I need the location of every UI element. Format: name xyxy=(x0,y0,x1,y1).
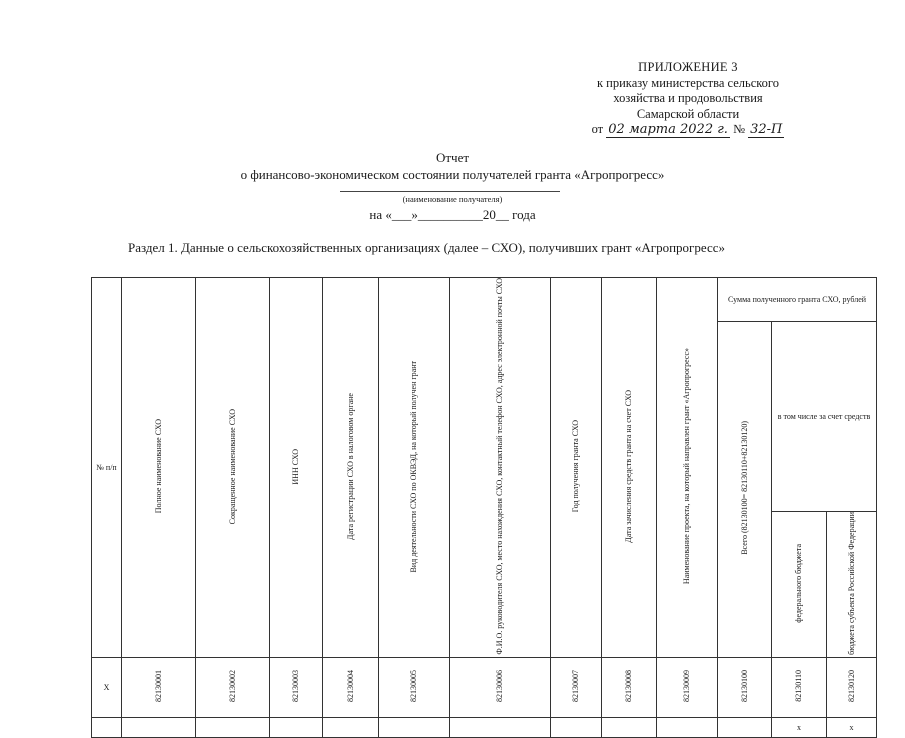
header-federal: федерального бюджета xyxy=(772,511,827,657)
header-head: Ф.И.О. руководителя СХО, место нахождения СХО, контактный телефон СХО, адрес электронной почты СХО xyxy=(450,278,551,658)
section-title: Раздел 1. Данные о сельскохозяйственных организациях (далее – СХО), получивших грант «Агропрогресс» xyxy=(128,240,726,255)
empty-cell xyxy=(270,717,323,737)
report-title: Отчет xyxy=(435,150,470,165)
code-cell: 82130004 xyxy=(323,657,379,717)
number-label: № xyxy=(733,122,745,136)
report-period: на «___»__________20__ года xyxy=(369,207,536,222)
x-mark-regional: х xyxy=(827,717,877,737)
header-year: Год получения гранта СХО xyxy=(551,278,602,658)
header-project: Наименование проекта, на который направлен грант «Агропрогресс» xyxy=(657,278,718,658)
empty-cell xyxy=(718,717,772,737)
code-cell: 82130002 xyxy=(196,657,270,717)
header-inn: ИНН СХО xyxy=(270,278,323,658)
empty-cell xyxy=(450,717,551,737)
report-subtitle: о финансово-экономическом состоянии получателей гранта «Агропрогресс» xyxy=(240,167,665,182)
code-cell: 82130006 xyxy=(450,657,551,717)
empty-cell xyxy=(323,717,379,737)
header-num: № п/п xyxy=(92,278,122,658)
header-short-name: Сокращенное наименование СХО xyxy=(196,278,270,658)
code-cell: 82130009 xyxy=(657,657,718,717)
header-sum-group: Сумма полученного гранта СХО, рублей xyxy=(718,278,877,322)
code-cell: 82130120 xyxy=(827,657,877,717)
code-cell: 82130003 xyxy=(270,657,323,717)
empty-cell xyxy=(657,717,718,737)
empty-cell xyxy=(122,717,196,737)
code-cell: 82130008 xyxy=(602,657,657,717)
header-incl-group: в том числе за счет средств xyxy=(772,322,877,512)
empty-cell xyxy=(602,717,657,737)
header-credit-date: Дата зачисления средств гранта на счет СХО xyxy=(602,278,657,658)
empty-cell xyxy=(551,717,602,737)
code-cell: 82130007 xyxy=(551,657,602,717)
code-cell: 82130001 xyxy=(122,657,196,717)
recipient-caption: (наименование получателя) xyxy=(402,194,503,204)
grant-data-table xyxy=(91,277,877,738)
order-date: 02 марта 2022 г. xyxy=(608,122,728,137)
empty-cell xyxy=(379,717,450,737)
code-cell: 82130110 xyxy=(772,657,827,717)
x-mark-federal: х xyxy=(772,717,827,737)
appendix-title: ПРИЛОЖЕНИЕ 3 xyxy=(638,60,738,74)
header-full-name: Полное наименование СХО xyxy=(122,278,196,658)
recipient-line xyxy=(340,191,560,192)
row-x-cell: Х xyxy=(92,657,122,717)
header-reg-date: Дата регистрации СХО в налоговом органе xyxy=(323,278,379,658)
appendix-block xyxy=(568,60,808,138)
appendix-order-line xyxy=(592,122,785,138)
appendix-line-3: Самарской области xyxy=(636,106,740,121)
empty-cell xyxy=(196,717,270,737)
order-number: 32-П xyxy=(750,122,783,137)
header-total: Всего (82130100= 82130110+82130120) xyxy=(718,322,772,658)
appendix-line-1: к приказу министерства сельского xyxy=(596,75,779,90)
code-cell: 82130100 xyxy=(718,657,772,717)
from-label: от xyxy=(591,122,604,136)
code-cell: 82130005 xyxy=(379,657,450,717)
header-regional: бюджета субъекта Российской Федерации xyxy=(827,511,877,657)
appendix-line-2: хозяйства и продовольствия xyxy=(613,91,763,105)
empty-cell xyxy=(92,717,122,737)
header-okved: Вид деятельности СХО по ОКВЭД, на который получен грант xyxy=(379,278,450,658)
